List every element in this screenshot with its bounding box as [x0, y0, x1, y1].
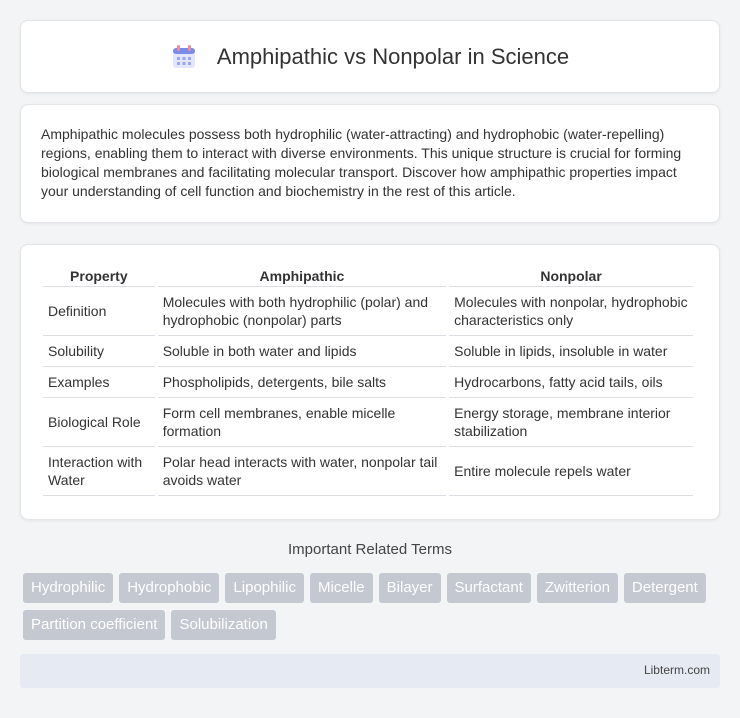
term-tag[interactable]: Solubilization	[171, 610, 275, 640]
row-nonpolar: Hydrocarbons, fatty acid tails, oils	[449, 367, 693, 398]
related-terms-title: Important Related Terms	[288, 541, 452, 558]
row-property: Solubility	[43, 336, 155, 367]
row-property: Biological Role	[43, 398, 155, 447]
row-property: Definition	[43, 287, 155, 336]
comparison-table	[40, 265, 696, 496]
row-amphipathic: Soluble in both water and lipids	[158, 336, 446, 367]
table-row	[43, 336, 693, 367]
row-nonpolar: Entire molecule repels water	[449, 447, 693, 496]
row-property: Interaction with Water	[43, 447, 155, 496]
table-row	[43, 447, 693, 496]
row-amphipathic: Molecules with both hydrophilic (polar) and hydrophobic (nonpolar) parts	[158, 287, 446, 336]
term-tag[interactable]: Detergent	[624, 573, 706, 603]
header-nonpolar: Nonpolar	[449, 265, 693, 287]
related-terms-list	[23, 573, 723, 640]
row-property: Examples	[43, 367, 155, 398]
footer	[20, 654, 720, 688]
comparison-table-card	[20, 244, 720, 520]
term-tag[interactable]: Partition coefficient	[23, 610, 165, 640]
footer-brand-link[interactable]: Libterm.com	[643, 663, 710, 677]
table-row	[43, 287, 693, 336]
term-tag[interactable]: Lipophilic	[225, 573, 304, 603]
term-tag[interactable]: Zwitterion	[537, 573, 618, 603]
term-tag[interactable]: Micelle	[310, 573, 373, 603]
row-nonpolar: Molecules with nonpolar, hydrophobic characteristics only	[449, 287, 693, 336]
intro-card	[20, 104, 720, 223]
term-tag[interactable]: Surfactant	[447, 573, 531, 603]
term-tag[interactable]: Bilayer	[379, 573, 441, 603]
row-nonpolar: Energy storage, membrane interior stabilization	[449, 398, 693, 447]
term-tag[interactable]: Hydrophilic	[23, 573, 113, 603]
page-title: Amphipathic vs Nonpolar in Science	[216, 43, 570, 69]
row-amphipathic: Phospholipids, detergents, bile salts	[158, 367, 446, 398]
row-amphipathic: Form cell membranes, enable micelle formation	[158, 398, 446, 447]
header-card	[20, 20, 720, 93]
header-amphipathic: Amphipathic	[158, 265, 446, 287]
header-property: Property	[43, 265, 155, 287]
calendar-icon	[171, 44, 197, 70]
row-amphipathic: Polar head interacts with water, nonpolar tail avoids water	[158, 447, 446, 496]
table-row	[43, 398, 693, 447]
term-tag[interactable]: Hydrophobic	[119, 573, 219, 603]
table-header-row	[43, 265, 693, 287]
intro-text: Amphipathic molecules possess both hydrophilic (water-attracting) and hydrophobic (water-repelling) regions, enabling them to interact with diverse environments. This unique structure is crucial for forming biological membranes and facilitating molecular transport. Discover how amphipathic properties impact your understanding of cell function and biochemistry in the rest of this article.	[41, 126, 682, 199]
row-nonpolar: Soluble in lipids, insoluble in water	[449, 336, 693, 367]
table-row	[43, 367, 693, 398]
